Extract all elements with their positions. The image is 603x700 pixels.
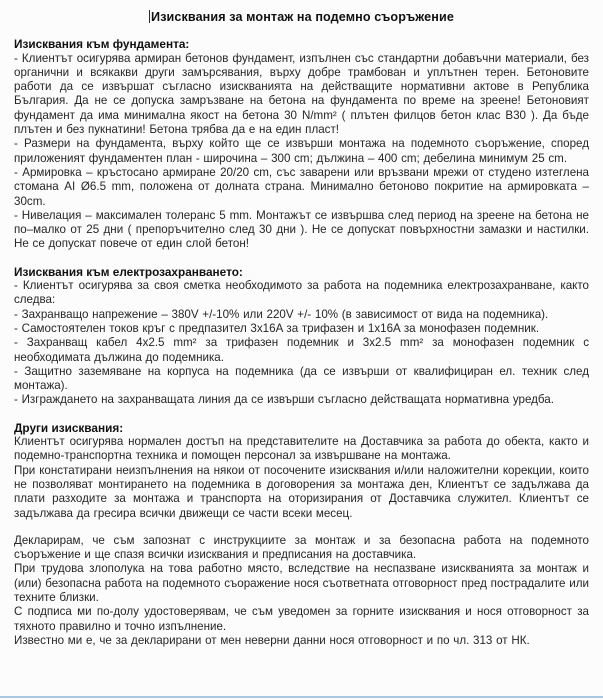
paragraph: - Клиентът осигурява армиран бетонов фундамент, изпълнен със стандартни добавъчни материали, без органични и всякакви други замърсявания, върху добре трамбован и уплътнен терен. Бетоновите работи да се извършат съгласно изискванията на действащите нормативни актове в Република България. Да не се допуска замръзване на бетона на фундамента по време на зреене! Бетоновият фундамент да има минимална якост на бетона 30 N/mm² ( плътен филцов бетон клас B30 ). Да бъде плътен и без пукнатини! Бетона трябва да е на един пласт!: [14, 51, 589, 137]
paragraph: Известно ми е, че за декларирани от мен неверни данни нося отговорност и по чл. 313 от НК.: [14, 633, 530, 647]
paragraph: - Армировка – кръстосано армиране 20/20 cm, със заварени или връзвани мрежи от студено изтеглена стомана AI Ø6.5 mm, положена от долната страна. Минимално бетоново покритие на армировката –30cm.: [14, 165, 589, 208]
page-title: [14, 10, 589, 24]
section-declaration: [14, 534, 589, 648]
paragraph: Декларирам, че съм запознат с инструкциите за монтаж и за безопасна работа на подемното съоръжение и ще спазя всички изисквания и предписания на доставчика.: [14, 533, 589, 562]
paragraph: - Клиентът осигурява за своя сметка необходимото за работа на подемника електрозахранване, както следва:: [14, 279, 589, 307]
document-title-text: Изисквания за монтаж на подемно съоръжение: [151, 10, 454, 24]
paragraph: - Захранващо напрежение – 380V +/-10% или 220V +/- 10% (в зависимост от вида на подемника).: [14, 307, 549, 321]
paragraph: - Изграждането на захранващата линия да се извърши съгласно действащата нормативна уредба.: [14, 393, 554, 407]
paragraph: - Нивелация – максимален толеранс 5 mm. Монтажът се извършва след период на зреене на бетона не по–малко от 25 дни ( препоръчително след 30 дни ). Не се допускат повърхностни замазки и настилки. Не се допускат повече от един слой бетон!: [14, 208, 589, 251]
paragraph: - Самостоятелен токов кръг с предпазител 3x16A за трифазен и 1x16A за монофазен подемник.: [14, 321, 540, 335]
section-foundation: [14, 37, 589, 251]
section-heading: Изисквания към електрозахранването:: [14, 264, 243, 279]
section-power-supply: [14, 265, 589, 408]
section-heading: Други изисквания:: [14, 420, 124, 435]
section-other-requirements: [14, 421, 589, 521]
window-edge-line: [0, 696, 603, 698]
text-cursor-icon: [149, 10, 150, 23]
section-heading: Изисквания към фундамента:: [14, 37, 190, 52]
paragraph: С подписа ми по-долу удостоверявам, че съм уведомен за горните изисквания и нося отговорност за тяхното правилно и точно изпълнение.: [14, 605, 589, 633]
paragraph: - Захранващ кабел 4x2.5 mm² за трифазен подемник и 3x2.5 mm² за монофазен подемник с необходимата дължина до подемника.: [14, 336, 589, 364]
paragraph: - Защитно заземяване на корпуса на подемника (да се извърши от квалифициран ел. техник след монтажа).: [14, 364, 589, 393]
paragraph: При констатирани неизпълнения на някои от посочените изисквания и/или наложителни корекции, които не позволяват монтирането на подемника в договорения за монтажа ден, Клиентът се задължава да плати разходите за монтажа и транспорта на оторизирания от Доставчика служител. Клиентът се задължава да гресира всички движещи се части всеки месец.: [14, 463, 589, 520]
paragraph: - Размери на фундамента, върху който ще се извърши монтажа на подемното съоръжение, според приложеният фундаментен план - широчина – 300 cm; дължина – 400 cm; дебелина минимум 25 cm.: [14, 137, 589, 165]
paragraph: При трудова злополука на това работно място, вследствие на неспазване изискванията за монтаж и (или) безопасна работа на подемното съоражение нося съответната отговорност пред пострадалите или техните близки.: [14, 562, 589, 604]
paragraph: Клиентът осигурява нормален достъп на представителите на Доставчика за работа до обекта, както и подемно-транспортна техника и помощен персонал за извършване на монтажа.: [14, 435, 589, 463]
